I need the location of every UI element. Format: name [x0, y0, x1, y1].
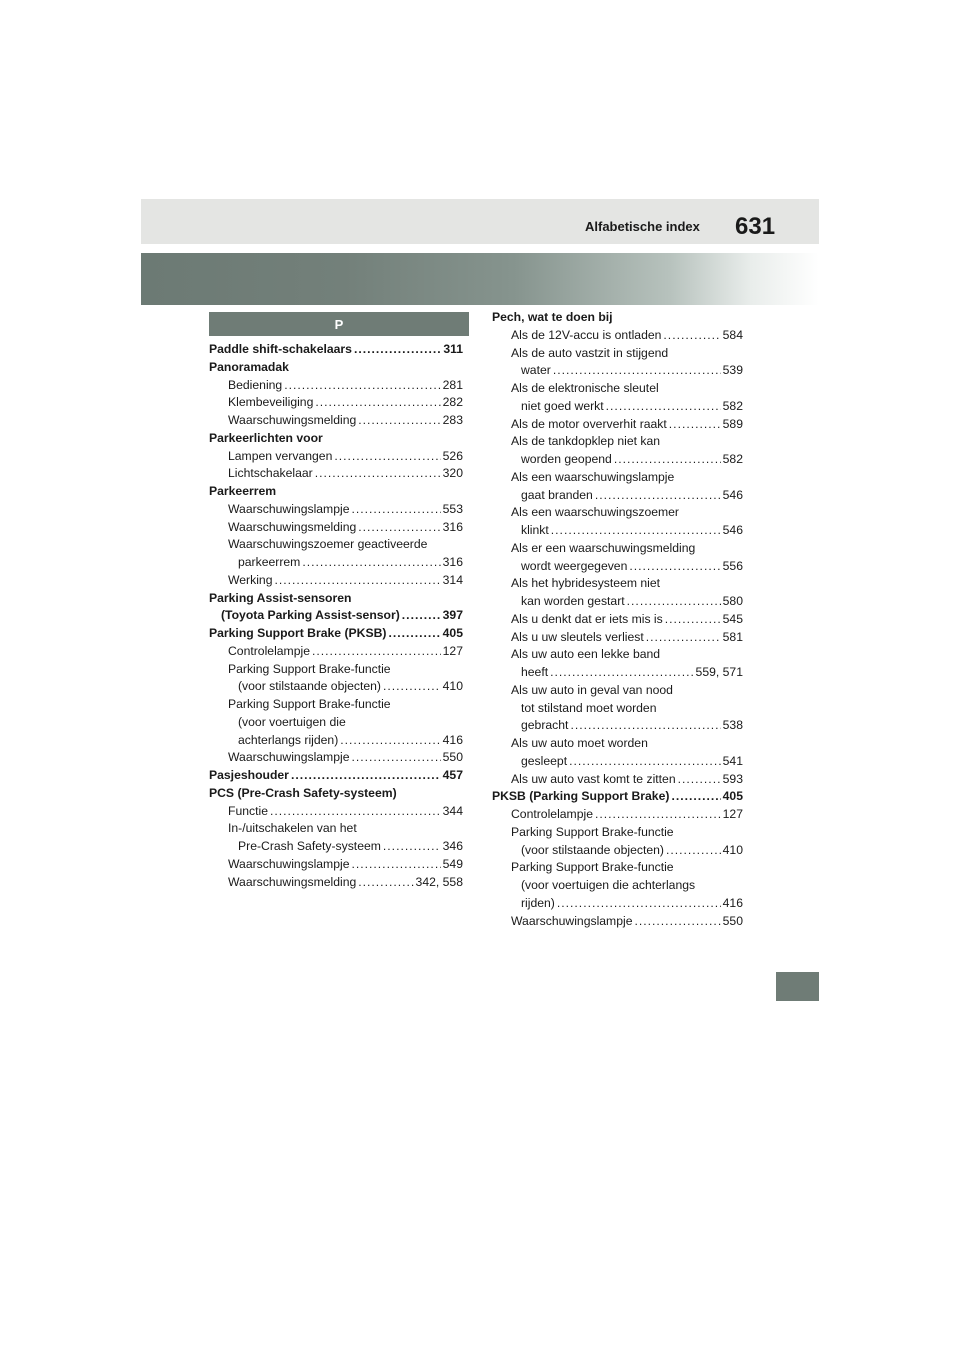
index-letter-heading: P — [209, 312, 469, 336]
index-entry — [492, 700, 743, 718]
index-entry-term: Waarschuwingsmelding — [228, 519, 357, 534]
dot-leader — [302, 554, 440, 572]
index-entry-term: Waarschuwingslampje — [228, 501, 350, 516]
dot-leader — [666, 842, 721, 860]
index-entry — [492, 824, 743, 842]
index-entry — [209, 377, 463, 395]
dot-leader — [383, 838, 441, 856]
index-entry — [492, 842, 743, 860]
dot-leader — [383, 678, 441, 696]
index-entry-term: achterlangs rijden) — [238, 732, 339, 747]
index-entry — [492, 398, 743, 416]
index-entry — [492, 877, 743, 895]
index-entry — [209, 696, 463, 714]
dot-leader — [354, 341, 441, 359]
index-entry — [492, 717, 743, 735]
dot-leader — [634, 913, 720, 931]
page-number: 631 — [735, 213, 776, 240]
index-entry-page: 559, 571 — [695, 665, 743, 679]
index-entry — [492, 416, 743, 434]
index-entry-page: 282 — [442, 395, 463, 410]
chapter-thumb-tab — [776, 972, 819, 1001]
decorative-banner — [141, 253, 819, 305]
index-entry — [209, 803, 463, 821]
index-entry — [209, 678, 463, 696]
index-entry-term: Parkeerrem — [209, 484, 277, 498]
index-entry-term: Panoramadak — [209, 359, 289, 374]
index-entry-term: In-/uitschakelen van het — [228, 821, 357, 836]
dot-leader — [270, 803, 441, 821]
index-entry-term: Als uw auto in geval van nood — [511, 682, 673, 697]
index-entry-page: 416 — [722, 895, 743, 910]
index-entry — [492, 380, 743, 398]
index-entry — [492, 735, 743, 753]
index-entry-term: Parking Support Brake-functie — [228, 697, 391, 711]
index-entry-page: 320 — [442, 466, 463, 481]
index-entry-term: Als een waarschuwingszoemer — [511, 505, 679, 520]
dot-leader — [315, 465, 441, 483]
index-entry — [492, 895, 743, 913]
index-entry-page: 342, 558 — [415, 874, 463, 889]
dot-leader — [553, 362, 721, 380]
index-entry — [209, 483, 463, 501]
index-entry-term: Parking Assist-sensoren — [209, 590, 352, 605]
index-entry-page: 127 — [442, 643, 463, 658]
index-entry — [492, 451, 743, 469]
dot-leader — [351, 749, 440, 767]
index-entry — [209, 732, 463, 750]
index-entry — [492, 327, 743, 345]
index-entry-page: 553 — [442, 501, 463, 516]
dot-leader — [551, 522, 721, 540]
index-entry — [209, 465, 463, 483]
index-entry-term: Parking Support Brake-functie — [511, 860, 674, 875]
index-entry-page: 582 — [722, 398, 743, 413]
index-entry-term: (Toyota Parking Assist-sensor) — [221, 608, 400, 623]
index-entry-page: 546 — [722, 523, 743, 537]
index-entry — [209, 625, 463, 643]
index-entry-term: Waarschuwingslampje — [228, 856, 350, 871]
index-entry-page: 457 — [442, 768, 463, 782]
index-entry-term: Als de 12V-accu is ontladen — [511, 327, 662, 342]
index-entry-term: Parkeerlichten voor — [209, 430, 323, 445]
index-entry — [209, 856, 463, 874]
index-entry-page: 316 — [442, 555, 463, 569]
index-entry-page: 581 — [722, 629, 743, 644]
index-entry-term: worden geopend — [521, 452, 612, 466]
index-entry-term: Als de tankdopklep niet kan — [511, 434, 661, 449]
index-entry-page: 405 — [442, 626, 463, 640]
index-entry-term: parkeerrem — [238, 555, 301, 569]
index-entry-term: Functie — [228, 803, 268, 818]
index-entry-page: 346 — [442, 839, 463, 853]
dot-leader — [570, 717, 720, 735]
dot-leader — [614, 451, 721, 469]
index-entry-term: Klembeveiliging — [228, 395, 314, 410]
index-entry-term: Waarschuwingsmelding — [228, 413, 357, 427]
index-entry — [209, 572, 463, 590]
dot-leader — [627, 593, 721, 611]
dot-leader — [358, 412, 440, 430]
dot-leader — [388, 625, 440, 643]
dot-leader — [315, 394, 440, 412]
index-entry-page: 416 — [442, 732, 463, 747]
index-entry-page: 550 — [442, 750, 463, 765]
dot-leader — [550, 664, 693, 682]
index-entry — [209, 341, 463, 359]
index-entry-term: Waarschuwingszoemer geactiveerde — [228, 537, 428, 552]
index-entry — [492, 522, 743, 540]
index-entry — [209, 430, 463, 448]
dot-leader — [358, 519, 440, 537]
dot-leader — [671, 788, 720, 806]
dot-leader — [646, 629, 721, 647]
index-entry-term: Controlelampje — [228, 643, 310, 658]
dot-leader — [284, 377, 440, 395]
index-entry-term: Paddle shift-schakelaars — [209, 342, 352, 356]
index-entry-term: rijden) — [521, 895, 555, 910]
index-entry — [209, 661, 463, 679]
index-entry-term: Als het hybridesysteem niet — [511, 576, 661, 591]
index-entry — [209, 643, 463, 661]
dot-leader — [557, 895, 721, 913]
index-entry — [209, 785, 463, 803]
index-entry — [492, 469, 743, 487]
index-entry — [209, 536, 463, 554]
dot-leader — [312, 643, 441, 661]
index-entry-term: kan worden gestart — [521, 594, 625, 608]
index-entry-term: Als de elektronische sleutel — [511, 381, 659, 395]
dot-leader — [402, 607, 441, 625]
index-entry-term: Werking — [228, 572, 273, 587]
index-entry — [209, 519, 463, 537]
index-entry-term: (voor stilstaande objecten) — [521, 842, 664, 857]
index-entry-page: 281 — [442, 377, 463, 392]
dot-leader — [569, 753, 721, 771]
index-entry-term: (voor stilstaande objecten) — [238, 679, 381, 694]
index-entry-page: 410 — [722, 842, 743, 857]
index-entry-page: 539 — [722, 363, 743, 378]
index-entry-page: 593 — [722, 771, 743, 786]
index-entry-page: 582 — [722, 452, 743, 466]
index-entry-page: 410 — [442, 679, 463, 694]
index-entry-page: 546 — [722, 487, 743, 502]
index-entry-page: 127 — [722, 807, 743, 821]
index-entry — [492, 593, 743, 611]
index-entry — [492, 806, 743, 824]
index-entry-term: Als een waarschuwingslampje — [511, 469, 675, 484]
index-entry — [209, 501, 463, 519]
index-entry-page: 580 — [722, 594, 743, 608]
index-entry-term: Als uw auto moet worden — [511, 736, 648, 750]
index-entry-page: 397 — [442, 608, 463, 623]
index-entry-term: wordt weergegeven — [521, 558, 628, 573]
index-entry-term: Lichtschakelaar — [228, 466, 313, 481]
dot-leader — [274, 572, 440, 590]
index-entry-page: 549 — [442, 856, 463, 871]
dot-leader — [595, 487, 721, 505]
index-entry — [492, 629, 743, 647]
index-entry-term: heeft — [521, 665, 549, 679]
index-entry — [492, 433, 743, 451]
index-entry-page: 526 — [442, 448, 463, 463]
index-entry-page: 316 — [442, 519, 463, 534]
index-entry — [492, 788, 743, 806]
index-entry-term: Parking Support Brake-functie — [511, 824, 674, 839]
index-entry — [209, 607, 463, 625]
index-entry-page: 283 — [442, 413, 463, 427]
index-entry — [492, 646, 743, 664]
index-entry-term: (voor voertuigen die — [238, 714, 346, 729]
index-entry — [492, 771, 743, 789]
index-entry-page: 538 — [722, 718, 743, 733]
index-entry-term: Controlelampje — [511, 807, 593, 821]
index-entry-term: niet goed werkt — [521, 398, 604, 413]
index-entry-term: klinkt — [521, 523, 549, 537]
dot-leader — [340, 732, 440, 750]
index-entry — [209, 714, 463, 732]
dot-leader — [358, 874, 413, 892]
index-entry-term: Als uw auto een lekke band — [511, 647, 661, 662]
index-entry-term: Bediening — [228, 377, 283, 392]
index-entry — [492, 913, 743, 931]
index-entry — [492, 345, 743, 363]
index-entry-page: 405 — [722, 789, 743, 804]
index-entry — [492, 664, 743, 682]
index-entry — [492, 682, 743, 700]
index-entry-term: Waarschuwingslampje — [511, 913, 633, 928]
index-entry-term: PCS (Pre-Crash Safety-systeem) — [209, 785, 397, 800]
dot-leader — [595, 806, 721, 824]
index-entry-term: gebracht — [521, 718, 569, 733]
dot-leader — [606, 398, 721, 416]
index-entry-term: Pre-Crash Safety-systeem — [238, 839, 381, 853]
index-entry-page: 556 — [722, 558, 743, 573]
index-entry-term: Als uw auto vast komt te zitten — [511, 771, 676, 786]
index-entry-term: Als er een waarschuwingsmelding — [511, 540, 696, 555]
index-entry — [492, 859, 743, 877]
index-entry — [492, 362, 743, 380]
index-entry — [492, 487, 743, 505]
dot-leader — [678, 771, 721, 789]
index-entry-page: 584 — [722, 327, 743, 342]
index-entry-term: water — [521, 363, 551, 378]
index-entry-term: (voor voertuigen die achterlangs — [521, 878, 696, 892]
index-entry — [209, 554, 463, 572]
index-entry-page: 344 — [442, 803, 463, 818]
index-entry — [209, 590, 463, 608]
index-entry-term: Waarschuwingslampje — [228, 750, 350, 765]
index-entry-term: tot stilstand moet worden — [521, 700, 657, 715]
dot-leader — [334, 448, 440, 466]
index-entry — [492, 575, 743, 593]
index-entry — [492, 540, 743, 558]
section-title: Alfabetische index — [585, 219, 700, 234]
index-entry — [492, 753, 743, 771]
index-entry-page: 314 — [442, 572, 463, 587]
index-entry-term: Parking Support Brake-functie — [228, 661, 391, 676]
index-entry — [209, 359, 463, 377]
dot-leader — [351, 856, 440, 874]
index-entry — [209, 394, 463, 412]
index-entry — [209, 412, 463, 430]
index-entry — [492, 504, 743, 522]
index-entry-page: 541 — [722, 753, 743, 768]
dot-leader — [291, 767, 441, 785]
index-entry-term: Als u uw sleutels verliest — [511, 629, 644, 644]
index-column-left — [209, 341, 463, 891]
index-entry — [209, 448, 463, 466]
index-entry — [209, 838, 463, 856]
index-entry-term: gaat branden — [521, 487, 593, 502]
index-entry — [209, 767, 463, 785]
index-entry-term: Pasjeshouder — [209, 768, 289, 782]
index-entry-term: Parking Support Brake (PKSB) — [209, 626, 387, 640]
index-entry — [492, 558, 743, 576]
index-entry-term: Waarschuwingsmelding — [228, 874, 357, 889]
index-entry-page: 589 — [722, 416, 743, 431]
index-entry-page: 311 — [443, 342, 463, 356]
index-entry — [209, 820, 463, 838]
index-entry — [492, 611, 743, 629]
index-entry-term: Als u denkt dat er iets mis is — [511, 611, 663, 626]
index-column-right — [492, 309, 743, 930]
index-entry-term: PKSB (Parking Support Brake) — [492, 789, 670, 804]
index-entry-term: Als de motor oververhit raakt — [511, 416, 667, 431]
index-entry — [209, 874, 463, 892]
index-entry — [209, 749, 463, 767]
index-entry — [492, 309, 743, 327]
index-entry-term: Als de auto vastzit in stijgend — [511, 345, 669, 360]
index-entry-page: 550 — [722, 913, 743, 928]
index-entry-term: gesleept — [521, 753, 568, 768]
dot-leader — [665, 611, 721, 629]
header-bar — [141, 199, 819, 244]
dot-leader — [663, 327, 720, 345]
dot-leader — [669, 416, 721, 434]
index-entry-page: 545 — [722, 611, 743, 626]
dot-leader — [629, 558, 720, 576]
dot-leader — [351, 501, 440, 519]
index-entry-term: Lampen vervangen — [228, 448, 333, 463]
index-entry-term: Pech, wat te doen bij — [492, 310, 613, 324]
